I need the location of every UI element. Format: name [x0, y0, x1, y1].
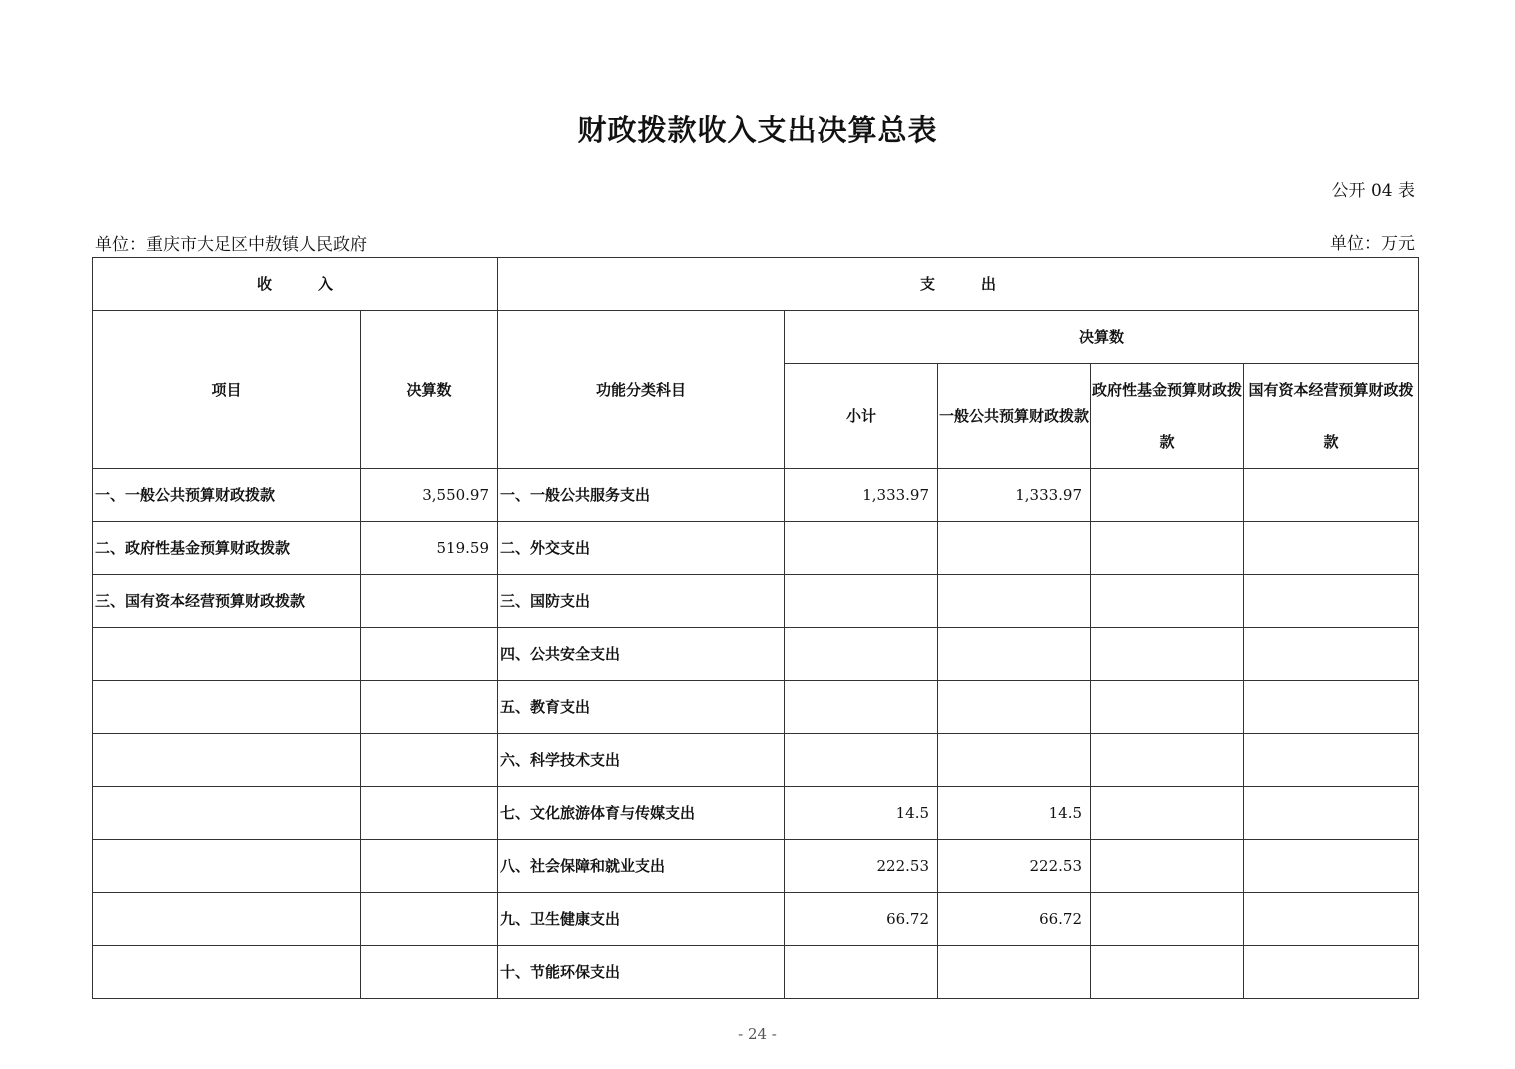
form-number: 公开 04 表	[1331, 181, 1415, 201]
income-amount-cell	[361, 734, 498, 787]
income-item-cell: 一、一般公共预算财政拨款	[93, 469, 361, 522]
expense-header: 支出	[498, 258, 1419, 311]
general-budget-header: 一般公共预算财政拨款	[938, 364, 1091, 469]
expense-item-cell: 四、公共安全支出	[498, 628, 785, 681]
income-amount-cell	[361, 946, 498, 999]
expense-item-cell: 七、文化旅游体育与传媒支出	[498, 787, 785, 840]
state-capital-cell	[1244, 628, 1419, 681]
gov-fund-cell	[1091, 840, 1244, 893]
gov-fund-cell	[1091, 628, 1244, 681]
expense-item-cell: 二、外交支出	[498, 522, 785, 575]
income-item-cell	[93, 787, 361, 840]
expense-item-cell: 八、社会保障和就业支出	[498, 840, 785, 893]
income-item-cell	[93, 840, 361, 893]
gov-fund-cell	[1091, 575, 1244, 628]
gov-fund-cell	[1091, 681, 1244, 734]
expense-item-cell: 六、科学技术支出	[498, 734, 785, 787]
income-item-cell	[93, 628, 361, 681]
subtotal-cell	[785, 946, 938, 999]
income-amount-cell	[361, 628, 498, 681]
income-item-cell: 二、政府性基金预算财政拨款	[93, 522, 361, 575]
subtotal-cell: 1,333.97	[785, 469, 938, 522]
state-capital-cell	[1244, 734, 1419, 787]
expense-item-cell: 五、教育支出	[498, 681, 785, 734]
item-header: 项目	[93, 311, 361, 469]
income-amount-cell	[361, 681, 498, 734]
income-amount-cell	[361, 575, 498, 628]
gov-fund-cell	[1091, 946, 1244, 999]
state-capital-budget-header: 国有资本经营预算财政拨款	[1244, 364, 1419, 469]
header-row-1	[93, 258, 1419, 311]
general-budget-cell	[938, 734, 1091, 787]
state-capital-cell	[1244, 575, 1419, 628]
table-row	[93, 946, 1419, 999]
amount-unit: 单位：万元	[1330, 234, 1415, 254]
expense-item-cell: 三、国防支出	[498, 575, 785, 628]
subtotal-cell: 66.72	[785, 893, 938, 946]
subtotal-cell	[785, 522, 938, 575]
subtotal-cell: 222.53	[785, 840, 938, 893]
table-row	[93, 628, 1419, 681]
state-capital-cell	[1244, 469, 1419, 522]
header-row-2	[93, 311, 1419, 364]
income-amount-cell	[361, 893, 498, 946]
subtotal-cell	[785, 628, 938, 681]
income-amount-cell: 519.59	[361, 522, 498, 575]
general-budget-cell: 222.53	[938, 840, 1091, 893]
table-row	[93, 681, 1419, 734]
subtotal-cell: 14.5	[785, 787, 938, 840]
income-amount-cell: 3,550.97	[361, 469, 498, 522]
gov-fund-cell	[1091, 893, 1244, 946]
gov-fund-cell	[1091, 469, 1244, 522]
general-budget-cell: 1,333.97	[938, 469, 1091, 522]
general-budget-cell	[938, 628, 1091, 681]
gov-fund-cell	[1091, 787, 1244, 840]
general-budget-cell	[938, 575, 1091, 628]
general-budget-cell	[938, 681, 1091, 734]
table-row	[93, 575, 1419, 628]
state-capital-cell	[1244, 840, 1419, 893]
income-item-cell: 三、国有资本经营预算财政拨款	[93, 575, 361, 628]
page-title: 财政拨款收入支出决算总表	[577, 113, 938, 147]
table-row	[93, 469, 1419, 522]
reporting-unit: 单位：重庆市大足区中敖镇人民政府	[95, 235, 367, 255]
general-budget-cell	[938, 946, 1091, 999]
final-amount-group-header: 决算数	[785, 311, 1419, 364]
expense-item-cell: 十、节能环保支出	[498, 946, 785, 999]
table-row	[93, 893, 1419, 946]
income-item-cell	[93, 946, 361, 999]
table-row	[93, 840, 1419, 893]
final-amount-header: 决算数	[361, 311, 498, 469]
state-capital-cell	[1244, 946, 1419, 999]
state-capital-cell	[1244, 522, 1419, 575]
gov-fund-budget-header: 政府性基金预算财政拨款	[1091, 364, 1244, 469]
table-row	[93, 734, 1419, 787]
gov-fund-cell	[1091, 522, 1244, 575]
state-capital-cell	[1244, 787, 1419, 840]
subtotal-header: 小计	[785, 364, 938, 469]
state-capital-cell	[1244, 681, 1419, 734]
income-amount-cell	[361, 787, 498, 840]
subtotal-cell	[785, 575, 938, 628]
table-row	[93, 522, 1419, 575]
expense-item-cell: 一、一般公共服务支出	[498, 469, 785, 522]
table-row	[93, 787, 1419, 840]
gov-fund-cell	[1091, 734, 1244, 787]
budget-table	[92, 257, 1419, 999]
general-budget-cell: 66.72	[938, 893, 1091, 946]
income-item-cell	[93, 734, 361, 787]
income-item-cell	[93, 681, 361, 734]
subtotal-cell	[785, 681, 938, 734]
income-item-cell	[93, 893, 361, 946]
income-amount-cell	[361, 840, 498, 893]
general-budget-cell	[938, 522, 1091, 575]
state-capital-cell	[1244, 893, 1419, 946]
page-number: - 24 -	[738, 1025, 777, 1043]
function-class-header: 功能分类科目	[498, 311, 785, 469]
income-header: 收入	[93, 258, 498, 311]
subtotal-cell	[785, 734, 938, 787]
expense-item-cell: 九、卫生健康支出	[498, 893, 785, 946]
general-budget-cell: 14.5	[938, 787, 1091, 840]
